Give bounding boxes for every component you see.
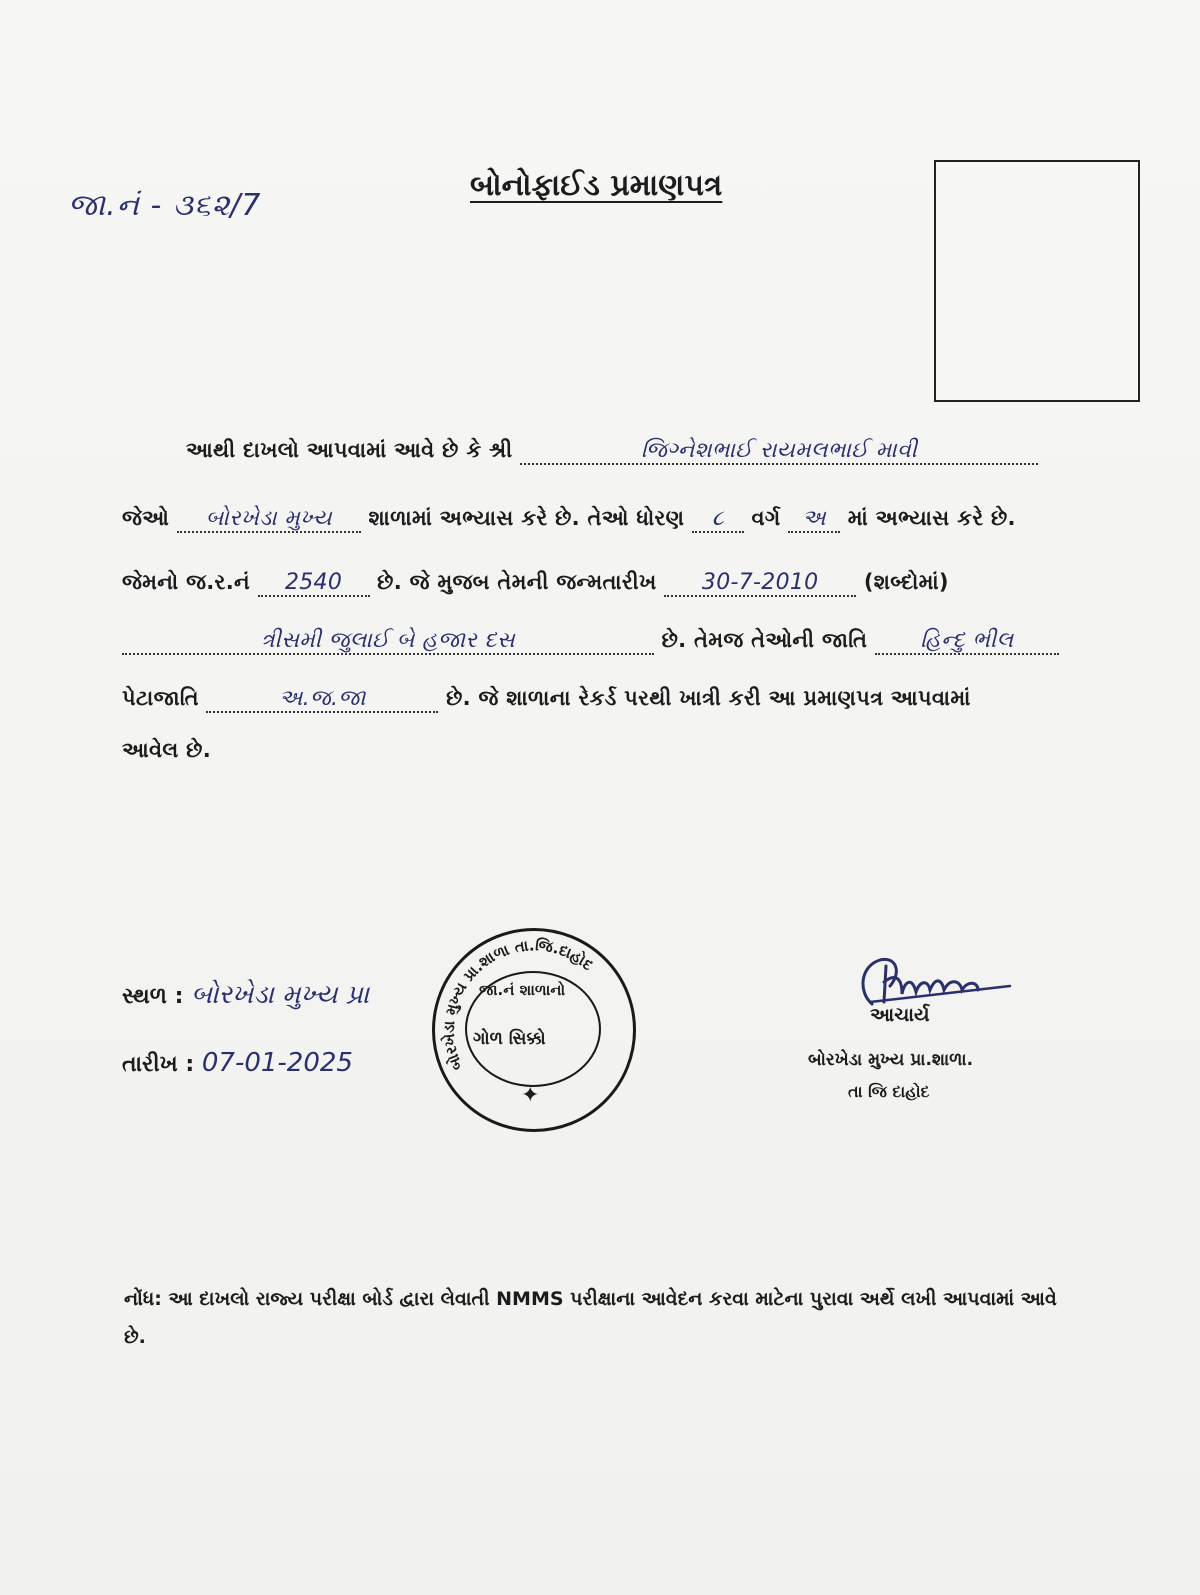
body-text: માં અભ્યાસ કરે છે.	[847, 506, 1016, 530]
school-name: બોરખેડા મુખ્ય	[205, 506, 332, 531]
body-line-6	[122, 738, 211, 763]
dob-words-field	[122, 629, 654, 655]
signatory-school: બોરખેડા મુખ્ય પ્રા.શાળા.	[808, 1050, 974, 1070]
footnote: નોંધ: આ દાખલો રાજ્ય પરીક્ષા બોર્ડ દ્વારા લેવાતી NMMS પરીક્ષાના આવેદન કરવા માટેના પુરાવા અર્થે લખી આપવામાં આવે છે.	[124, 1288, 1057, 1348]
body-text: જેમનો જ.ર.નં	[122, 570, 250, 594]
body-line-1	[186, 438, 1038, 465]
signatory-district: તા જિ દાહોદ	[848, 1082, 930, 1101]
body-text: છે. જે શાળાના રેકર્ડ પરથી ખાત્રી કરી આ પ્રમાણપત્ર આપવામાં	[446, 686, 971, 710]
body-line-2	[122, 506, 1016, 533]
star-icon: ✦	[521, 1083, 540, 1108]
place-row	[122, 980, 369, 1011]
body-line-5	[122, 686, 971, 713]
gr-number: 2540	[284, 570, 343, 595]
body-text: આવેલ છે.	[122, 738, 211, 762]
std-field	[692, 507, 744, 533]
division-field	[788, 507, 840, 533]
stamp-arc-text: બોરખેડા મુખ્ય પ્રા.શાળા તા.જિ.દાહોદ	[439, 936, 597, 1073]
certificate-title: બોનોફાઈડ પ્રમાણપત્ર	[470, 168, 723, 203]
body-text: પેટાજાતિ	[122, 686, 199, 710]
body-text: શાળામાં અભ્યાસ કરે છે. તેઓ ધોરણ	[368, 506, 685, 530]
school-field	[177, 507, 361, 533]
sub-caste: અ.જ.જા	[279, 686, 366, 711]
place-value: બોરખેડા મુખ્ય પ્રા	[191, 980, 370, 1010]
body-line-4	[122, 628, 1059, 655]
stamp-line-2: ગોળ સિક્કો	[473, 1029, 546, 1049]
stamp-line-1: જા.નં શાળાનો	[479, 981, 566, 999]
body-text: (શબ્દોમાં)	[863, 570, 949, 594]
caste: હિન્દુ ભીલ	[920, 628, 1014, 653]
student-name: જિગ્નેશભાઈ રાયમલભાઈ માવી	[640, 438, 918, 463]
body-text: આથી દાખલો આપવામાં આવે છે કે શ્રી	[186, 438, 513, 462]
name-field	[520, 439, 1038, 465]
body-line-3	[122, 570, 949, 597]
standard: ૮	[711, 506, 725, 531]
division: અ	[802, 506, 826, 531]
caste-field	[875, 629, 1059, 655]
date-of-birth: 30-7-2010	[701, 570, 819, 595]
signatory-title: આચાર્ય	[870, 1004, 930, 1026]
photo-placeholder	[934, 160, 1140, 402]
subcaste-field	[206, 687, 438, 713]
gr-field	[258, 571, 370, 597]
body-text: છે. તેમજ તેઓની જાતિ	[661, 628, 868, 652]
date-value: 07-01-2025	[201, 1048, 353, 1078]
body-text: વર્ગ	[751, 506, 781, 530]
dob-in-words: ત્રીસમી જુલાઈ બે હજાર દસ	[260, 628, 516, 653]
date-row	[122, 1048, 353, 1078]
dob-field	[664, 571, 856, 597]
date-label: તારીખ :	[122, 1052, 195, 1077]
place-label: સ્થળ :	[122, 984, 184, 1009]
body-text: જેઓ	[122, 506, 170, 530]
reference-number: જા.નં - ૩૬૨/7	[68, 188, 262, 223]
body-text: છે. જે મુજબ તેમની જન્મતારીખ	[377, 570, 657, 594]
school-round-stamp	[432, 928, 636, 1132]
